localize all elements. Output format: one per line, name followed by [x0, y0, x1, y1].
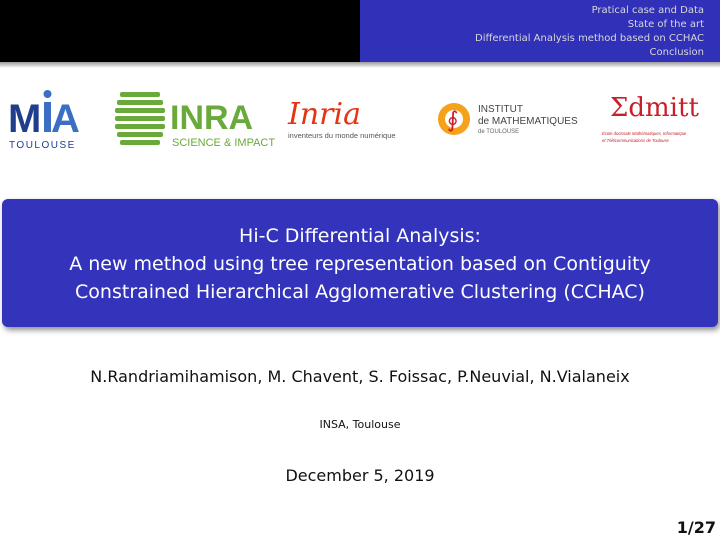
svg-text:SCIENCE & IMPACT: SCIENCE & IMPACT: [172, 137, 276, 149]
institute: INSA, Toulouse: [319, 418, 401, 431]
title-block: [2, 199, 718, 327]
inra-logo: [114, 84, 276, 154]
navigation-bar: [0, 0, 720, 62]
nav-section-method[interactable]: Differential Analysis method based on CCHAC: [475, 33, 704, 44]
author-list: N.Randriamihamison, M. Chavent, S. Foissac, P.Neuvial, N.Vialaneix: [90, 367, 630, 386]
svg-text:de MATHEMATIQUES: de MATHEMATIQUES: [478, 116, 578, 127]
nav-section-state-of-art[interactable]: State of the art: [627, 19, 704, 30]
nav-section-practical-case[interactable]: Pratical case and Data: [591, 5, 704, 16]
title-line-1: Hi-C Differential Analysis:: [239, 225, 481, 247]
svg-text:INSTITUT: INSTITUT: [478, 104, 523, 115]
logo-row: [0, 84, 720, 154]
svg-text:Inria: Inria: [288, 97, 361, 132]
page-number: 1/27: [676, 518, 716, 537]
svg-text:Σdmitt: Σdmitt: [610, 93, 699, 123]
mia-logo: [6, 84, 86, 154]
nav-section-conclusion[interactable]: Conclusion: [649, 47, 704, 58]
inria-logo: [284, 84, 414, 154]
header-shadow: [0, 62, 720, 68]
nav-bar-left: [0, 0, 360, 62]
edmitt-logo: [596, 84, 718, 154]
svg-text:de TOULOUSE: de TOULOUSE: [478, 129, 520, 135]
presentation-date: December 5, 2019: [285, 466, 435, 485]
svg-text:inventeurs du monde numérique: inventeurs du monde numérique: [288, 131, 396, 140]
section-navigation: [475, 4, 704, 60]
title-line-2: A new method using tree representation based on Contiguity: [69, 253, 651, 275]
title-line-3: Constrained Hierarchical Agglomerative Clustering (CCHAC): [75, 281, 645, 303]
svg-text:M: M: [8, 97, 42, 141]
svg-text:École doctorale Mathématiques,: École doctorale Mathématiques, Informatique: [602, 131, 687, 136]
svg-text:INRA: INRA: [170, 99, 254, 137]
svg-text:TOULOUSE: TOULOUSE: [9, 140, 76, 151]
svg-text:et Télécommunications de Toulo: et Télécommunications de Toulouse: [602, 138, 669, 143]
imt-logo: [434, 84, 584, 154]
svg-text:A: A: [51, 97, 80, 141]
svg-text:∮: ∮: [447, 108, 459, 133]
